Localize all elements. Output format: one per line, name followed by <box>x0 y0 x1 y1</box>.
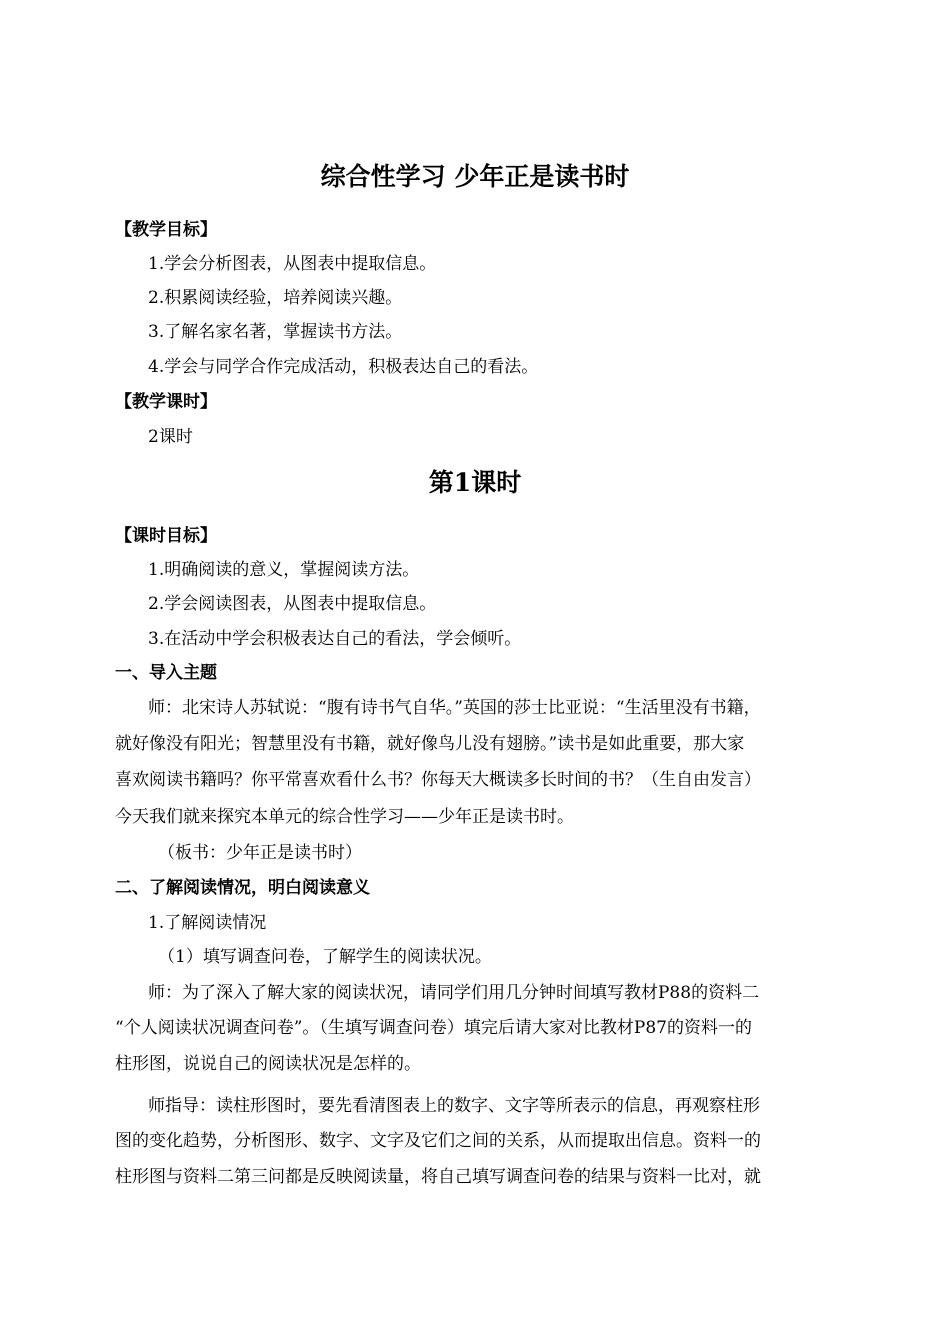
lesson-objectives-heading: 【课时目标】 <box>115 526 217 546</box>
teacher-paragraph-line: 柱形图，说说自己的阅读状况是怎样的。 <box>115 1054 421 1074</box>
section2-item: （1）填写调查问卷，了解学生的阅读状况。 <box>158 947 492 967</box>
lesson-objective-item: 2.学会阅读图表，从图表中提取信息。 <box>148 594 437 614</box>
section1-board-note: （板书：少年正是读书时） <box>158 843 362 863</box>
section1-paragraph-line: 喜欢阅读书籍吗？你平常喜欢看什么书？你每天大概读多长时间的书？（生自由发言） <box>115 770 761 790</box>
section1-paragraph-line: 今天我们就来探究本单元的综合性学习——少年正是读书时。 <box>115 807 574 827</box>
teacher-paragraph-line: “个人阅读状况调查问卷”。（生填写调查问卷）填完后请大家对比教材P87的资料一的 <box>115 1018 752 1038</box>
lesson-objective-item: 3.在活动中学会积极表达自己的看法，学会倾听。 <box>148 629 522 649</box>
hours-value: 2课时 <box>148 427 193 447</box>
hours-heading: 【教学课时】 <box>115 392 217 412</box>
objective-item: 1.学会分析图表，从图表中提取信息。 <box>148 254 437 274</box>
guide-paragraph-line: 图的变化趋势，分析图形、数字、文字及它们之间的关系，从而提取出信息。资料一的 <box>115 1131 761 1151</box>
objective-item: 4.学会与同学合作完成活动，积极表达自己的看法。 <box>148 357 539 377</box>
objectives-heading: 【教学目标】 <box>115 220 217 240</box>
section1-heading: 一、导入主题 <box>115 663 217 683</box>
lesson-objective-item: 1.明确阅读的意义，掌握阅读方法。 <box>148 560 420 580</box>
guide-paragraph-line: 柱形图与资料二第三问都是反映阅读量，将自己填写调查问卷的结果与资料一比对，就 <box>115 1167 761 1187</box>
guide-paragraph-line: 师指导：读柱形图时，要先看清图表上的数字、文字等所表示的信息，再观察柱形 <box>148 1096 760 1116</box>
section1-paragraph-line: 师：北宋诗人苏轼说：“腹有诗书气自华。”英国的莎士比亚说：“生活里没有书籍， <box>148 698 761 718</box>
lesson-title: 第1课时 <box>428 468 522 497</box>
objective-item: 2.积累阅读经验，培养阅读兴趣。 <box>148 288 403 308</box>
section2-subheading: 1.了解阅读情况 <box>148 913 267 933</box>
section1-paragraph-line: 就好像没有阳光；智慧里没有书籍，就好像鸟儿没有翅膀。”读书是如此重要，那大家 <box>115 734 745 754</box>
objective-item: 3.了解名家名著，掌握读书方法。 <box>148 322 403 342</box>
document-title: 综合性学习 少年正是读书时 <box>320 162 630 191</box>
section2-heading: 二、了解阅读情况，明白阅读意义 <box>115 878 370 898</box>
teacher-paragraph-line: 师：为了深入了解大家的阅读状况，请同学们用几分钟时间填写教材P88的资料二 <box>148 983 760 1003</box>
